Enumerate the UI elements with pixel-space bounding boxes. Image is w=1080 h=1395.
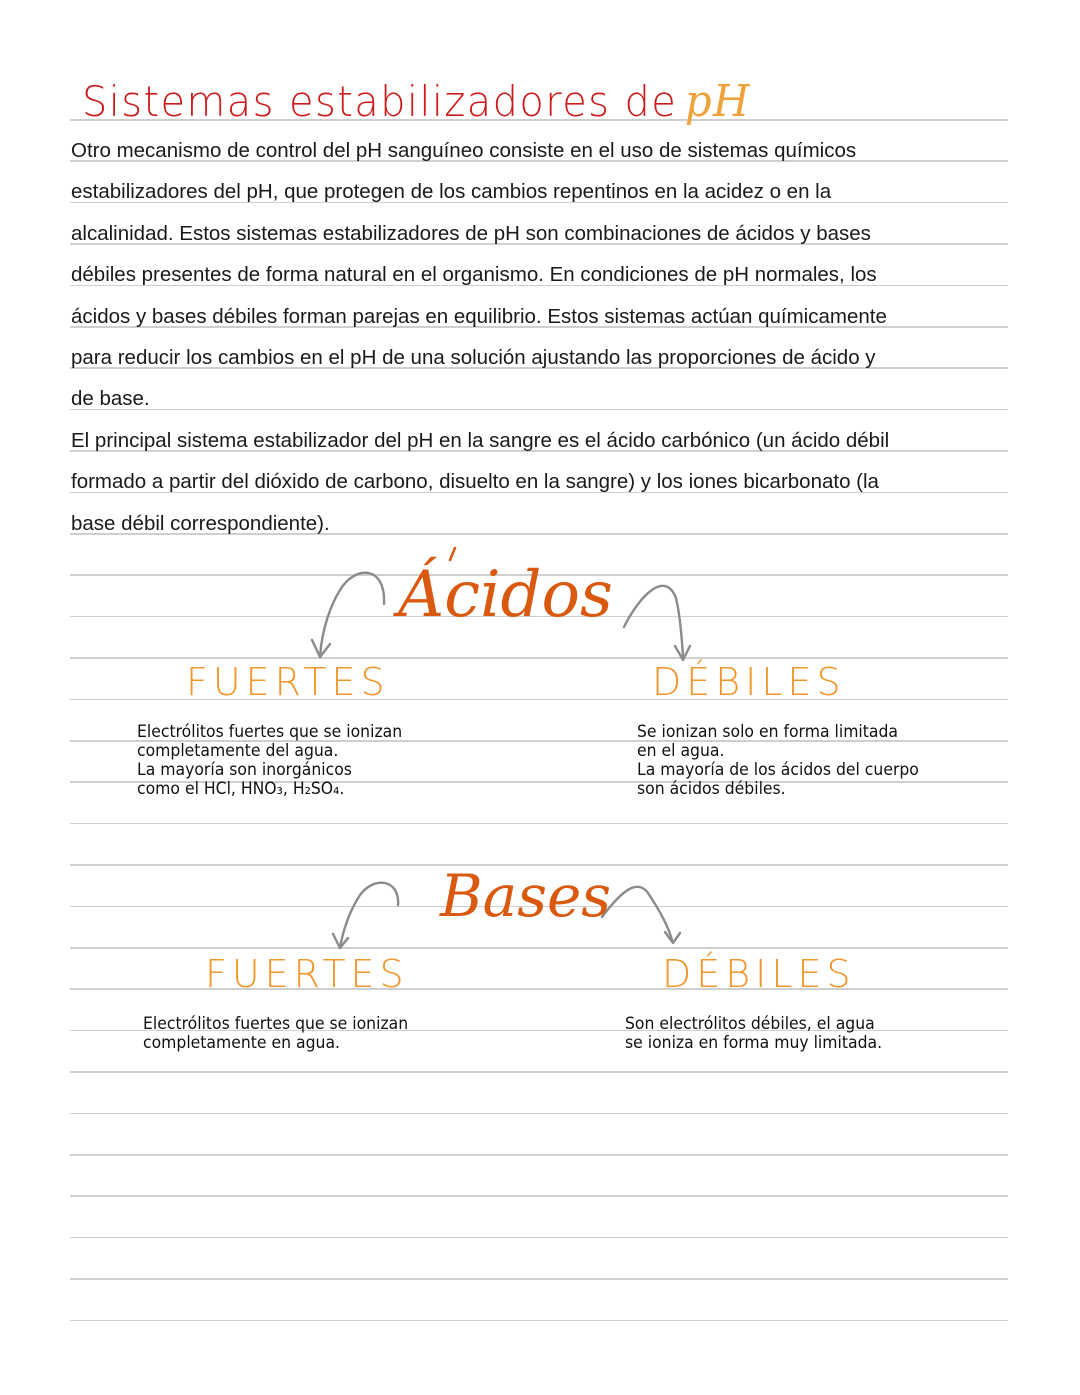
body-line: formado a partir del dióxido de carbono, disuelto en la sangre) y los iones bicarbonato (la [71, 470, 879, 493]
body-line: Otro mecanismo de control del pH sanguíneo consiste en el uso de sistemas químicos [71, 139, 857, 162]
bases-fuertes-label: FUERTES [205, 952, 409, 996]
note-line: Electrólitos fuertes que se ionizan [137, 722, 403, 742]
title-text: Sistemas estabilizadores de [82, 77, 678, 126]
note-line: Electrólitos fuertes que se ionizan [143, 1014, 409, 1034]
body-line: débiles presentes de forma natural en el organismo. En condiciones de pH normales, los [71, 263, 877, 286]
title-ph-accent: pH [684, 76, 751, 127]
ruled-line [70, 947, 1008, 949]
note-line: La mayoría de los ácidos del cuerpo [637, 760, 919, 780]
body-line: base débil correspondiente). [71, 512, 330, 535]
arrow-left-icon [340, 883, 398, 948]
arrow-left-icon [320, 573, 384, 656]
ruled-line [70, 409, 1008, 411]
arrow-right-icon [602, 887, 672, 940]
bases-debiles-notes [625, 1015, 882, 1053]
body-line: estabilizadores del pH, que protegen de los cambios repentinos en la acidez o en la [71, 180, 832, 203]
note-line: La mayoría son inorgánicos [137, 760, 352, 780]
ruled-line [70, 657, 1008, 659]
body-line: El principal sistema estabilizador del pH en la sangre es el ácido carbónico (un ácido débil [71, 429, 890, 452]
arrow-right-icon [624, 586, 683, 657]
body-line: para reducir los cambios en el pH de una solución ajustando las proporciones de ácido y [71, 346, 876, 369]
acidos-fuertes-label: FUERTES [186, 660, 390, 704]
note-line: son ácidos débiles. [637, 779, 786, 799]
ruled-line [70, 1071, 1008, 1073]
acidos-heading: Ácidos [398, 558, 613, 632]
note-line: en el agua. [637, 741, 725, 761]
note-line: Son electrólitos débiles, el agua [625, 1014, 875, 1034]
bases-debiles-label: DÉBILES [662, 952, 856, 996]
note-line: completamente del agua. [137, 741, 339, 761]
bases-fuertes-notes [143, 1015, 408, 1053]
page-title [82, 76, 751, 127]
ruled-line [70, 1237, 1008, 1239]
ruled-line [70, 1113, 1008, 1115]
ruled-line [70, 1154, 1008, 1156]
note-line: como el HCl, HNO₃, H₂SO₄. [137, 779, 345, 799]
acidos-debiles-label: DÉBILES [652, 660, 846, 704]
bases-heading: Bases [440, 862, 612, 930]
body-line: ácidos y bases débiles forman parejas en equilibrio. Estos sistemas actúan químicamente [71, 305, 887, 328]
body-line: alcalinidad. Estos sistemas estabilizadores de pH son combinaciones de ácidos y bases [71, 222, 871, 245]
ruled-line [70, 1320, 1008, 1322]
acidos-fuertes-notes [137, 723, 402, 799]
ruled-line [70, 1278, 1008, 1280]
ruled-line [70, 1195, 1008, 1197]
note-line: completamente en agua. [143, 1033, 341, 1053]
note-line: Se ionizan solo en forma limitada [637, 722, 899, 742]
ruled-line [70, 823, 1008, 825]
note-line: se ioniza en forma muy limitada. [625, 1033, 883, 1053]
acidos-debiles-notes [637, 723, 919, 799]
body-line: de base. [71, 387, 150, 410]
